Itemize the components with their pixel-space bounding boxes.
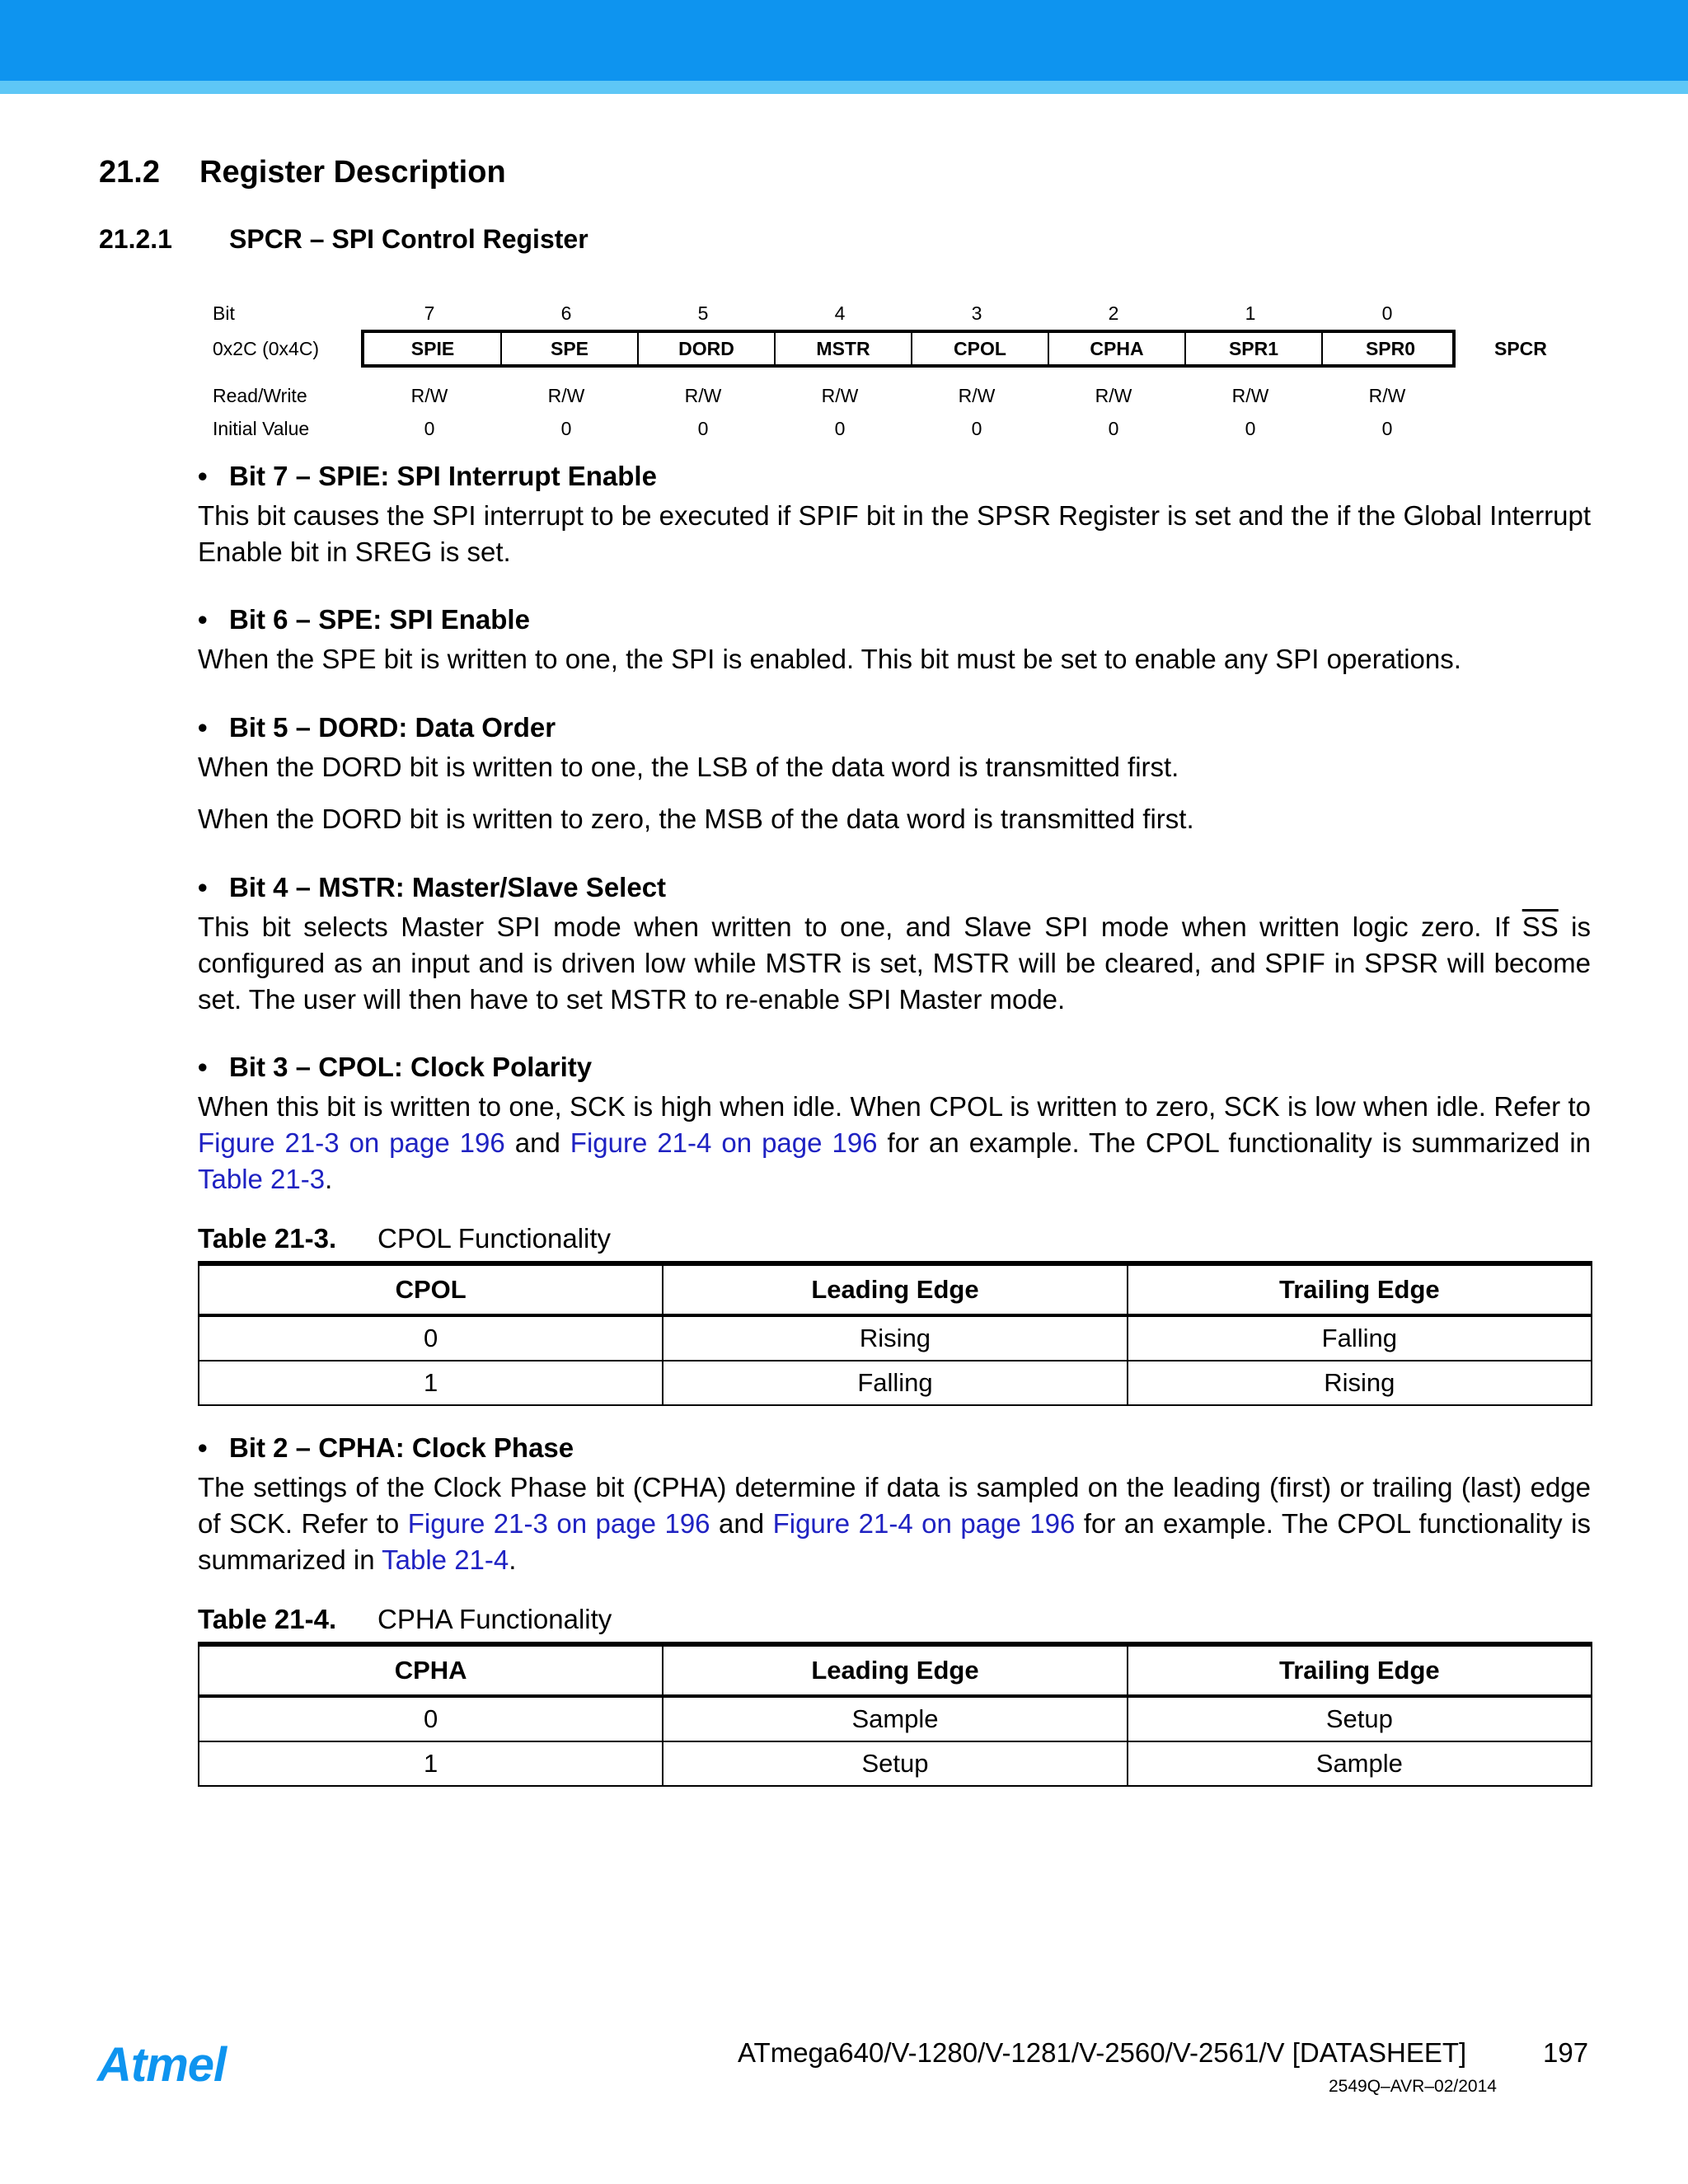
table-title: CPOL Functionality — [377, 1223, 612, 1254]
bullet-icon: • — [198, 461, 208, 491]
table-cell: 0 — [199, 1315, 663, 1361]
figure-21-4-link[interactable]: Figure 21-4 on page 196 — [570, 1127, 878, 1158]
bit2-text: for an example. The CPOL functionality is summarized in — [198, 1508, 1591, 1575]
section-heading: Register Description — [199, 155, 506, 190]
bullet-icon: • — [198, 1052, 208, 1082]
register-field: SPIE — [410, 338, 455, 359]
bit7-description: This bit causes the SPI interrupt to be executed if SPIF bit in the SPSR Register is set and the if the Global Interrupt Enable bit in SREG is set. — [198, 500, 1591, 567]
register-name: SPCR — [1494, 338, 1547, 359]
table-21-3-link[interactable]: Table 21-3 — [198, 1164, 326, 1194]
table-title: CPHA Functionality — [377, 1604, 612, 1634]
bit3-heading — [198, 1052, 592, 1083]
register-field: CPOL — [954, 338, 1006, 359]
register-field: CPHA — [1090, 338, 1144, 359]
bit5-description-one: When the DORD bit is written to one, the LSB of the data word is transmitted first. — [198, 752, 1179, 782]
bit4-description — [198, 909, 1591, 1018]
figure-21-4-link[interactable]: Figure 21-4 on page 196 — [772, 1508, 1076, 1539]
register-init: 0 — [1108, 418, 1119, 439]
register-address: 0x2C (0x4C) — [213, 338, 320, 359]
table-cell: Rising — [663, 1315, 1127, 1361]
register-bit: 7 — [424, 302, 435, 324]
bit6-heading — [198, 604, 530, 635]
table-cell: Sample — [663, 1696, 1127, 1741]
bit2-heading — [198, 1432, 574, 1464]
table-cell: Rising — [1128, 1361, 1592, 1405]
table-cell: Sample — [1128, 1741, 1592, 1786]
ss-signal: $\overline{SS}$ — [1522, 912, 1559, 942]
table-header: Trailing Edge — [1128, 1263, 1592, 1315]
register-bit-label: Bit — [213, 302, 235, 324]
register-field: SPR0 — [1365, 338, 1416, 359]
bit7-heading — [198, 461, 657, 492]
register-bit: 4 — [834, 302, 846, 324]
bit2-text: The settings of the Clock Phase bit (CPHA) determine if data is sampled on the leading (first) or trailing (last) edge of SCK. Refer to — [198, 1472, 1591, 1539]
table-row — [199, 1741, 1592, 1786]
register-field-box — [361, 330, 1456, 368]
table-21-3-caption — [198, 1223, 611, 1254]
bit2-heading-text: Bit 2 – CPHA: Clock Phase — [229, 1432, 574, 1463]
bit3-heading-text: Bit 3 – CPOL: Clock Polarity — [229, 1052, 593, 1082]
table-cell: 1 — [199, 1361, 663, 1405]
register-bit: 2 — [1108, 302, 1119, 324]
bullet-icon: • — [198, 872, 208, 902]
register-field: SPE — [550, 338, 589, 359]
bit5-heading-text: Bit 5 – DORD: Data Order — [229, 712, 556, 743]
figure-21-3-link[interactable]: Figure 21-3 on page 196 — [198, 1127, 505, 1158]
register-init: 0 — [560, 418, 572, 439]
table-cell: 0 — [199, 1696, 663, 1741]
register-rw: R/W — [1231, 385, 1269, 406]
bullet-icon: • — [198, 1432, 208, 1463]
table-row — [199, 1361, 1592, 1405]
bit4-text: This bit selects Master SPI mode when written to one, and Slave SPI mode when written logic zero. If — [198, 912, 1522, 942]
figure-21-3-link[interactable]: Figure 21-3 on page 196 — [407, 1508, 710, 1539]
header-bar-accent — [0, 81, 1688, 94]
register-bit: 6 — [560, 302, 572, 324]
table-21-4-caption — [198, 1604, 612, 1635]
table-header: Leading Edge — [663, 1644, 1127, 1696]
register-bit: 1 — [1245, 302, 1256, 324]
subsection-number: 21.2.1 — [99, 224, 172, 254]
table-header: Trailing Edge — [1128, 1644, 1592, 1696]
bit2-text: . — [509, 1544, 517, 1575]
register-rw-row — [213, 379, 1630, 412]
register-rw: R/W — [1095, 385, 1132, 406]
bit4-text: is configured as an input and is driven low while MSTR is set, MSTR will be cleared, and SPIF in SPSR will become set. The user will then have to set MSTR to re-enable SPI Master mode. — [198, 912, 1592, 1015]
header-bar — [0, 0, 1688, 81]
table-cell: Setup — [1128, 1696, 1592, 1741]
subsection-title — [99, 224, 588, 255]
register-field: SPR1 — [1228, 338, 1279, 359]
bit3-text: . — [325, 1164, 333, 1194]
table-header: CPHA — [199, 1644, 663, 1696]
table-header: CPOL — [199, 1263, 663, 1315]
bullet-icon: • — [198, 604, 208, 635]
table-cell: Falling — [1128, 1315, 1592, 1361]
bit5-description-two: When the DORD bit is written to zero, the MSB of the data word is transmitted first. — [198, 804, 1194, 834]
register-rw: R/W — [410, 385, 448, 406]
table-label: Table 21-3. — [198, 1223, 337, 1254]
bit4-heading-text: Bit 4 – MSTR: Master/Slave Select — [229, 872, 667, 902]
register-rw: R/W — [958, 385, 996, 406]
bit2-text: and — [710, 1508, 773, 1539]
bullet-icon: • — [198, 712, 208, 743]
bit3-description — [198, 1089, 1591, 1197]
section-title — [99, 155, 506, 190]
subsection-heading: SPCR – SPI Control Register — [229, 224, 588, 254]
register-init: 0 — [834, 418, 846, 439]
register-init: 0 — [1245, 418, 1256, 439]
cpha-table — [198, 1642, 1592, 1787]
bit6-description: When the SPE bit is written to one, the SPI is enabled. This bit must be set to enable any SPI operations. — [198, 644, 1461, 674]
register-init: 0 — [971, 418, 982, 439]
register-field: DORD — [678, 338, 734, 359]
page-number: 197 — [1543, 2037, 1589, 2068]
bit7-heading-text: Bit 7 – SPIE: SPI Interrupt Enable — [229, 461, 657, 491]
register-bit: 0 — [1381, 302, 1393, 324]
table-row — [199, 1696, 1592, 1741]
document-code: 2549Q–AVR–02/2014 — [1329, 2077, 1497, 2096]
register-bit: 3 — [971, 302, 982, 324]
register-rw: R/W — [684, 385, 722, 406]
bit3-text: and — [504, 1127, 570, 1158]
table-cell: Falling — [663, 1361, 1127, 1405]
section-number: 21.2 — [99, 155, 160, 190]
bit4-heading — [198, 872, 666, 903]
register-init-label: Initial Value — [213, 418, 310, 439]
register-rw: R/W — [821, 385, 859, 406]
table-cell: 1 — [199, 1741, 663, 1786]
register-bit: 5 — [697, 302, 709, 324]
register-init: 0 — [697, 418, 709, 439]
register-field: MSTR — [816, 338, 870, 359]
bit2-description — [198, 1469, 1591, 1578]
table-label: Table 21-4. — [198, 1604, 337, 1634]
bit3-text: for an example. The CPOL functionality is summarized in — [877, 1127, 1592, 1158]
footer-document-title: ATmega640/V-1280/V-1281/V-2560/V-2561/V [DATASHEET] — [738, 2037, 1467, 2068]
register-init: 0 — [1381, 418, 1393, 439]
register-rw: R/W — [1368, 385, 1406, 406]
atmel-logo: Atmel — [97, 2038, 227, 2092]
table-header-row — [199, 1263, 1592, 1315]
table-header-row — [199, 1644, 1592, 1696]
register-rw-label: Read/Write — [213, 385, 307, 406]
bit6-heading-text: Bit 6 – SPE: SPI Enable — [229, 604, 530, 635]
bit3-text: When this bit is written to one, SCK is high when idle. When CPOL is written to zero, SCK is low when idle. Refer to — [198, 1091, 1591, 1122]
table-row — [199, 1315, 1592, 1361]
table-21-4-link[interactable]: Table 21-4 — [382, 1544, 509, 1575]
register-init-row — [213, 412, 1630, 445]
table-header: Leading Edge — [663, 1263, 1127, 1315]
cpol-table — [198, 1261, 1592, 1406]
register-init: 0 — [424, 418, 435, 439]
table-cell: Setup — [663, 1741, 1127, 1786]
register-bit-row — [213, 297, 1630, 330]
bit5-heading — [198, 712, 556, 743]
register-rw: R/W — [547, 385, 585, 406]
